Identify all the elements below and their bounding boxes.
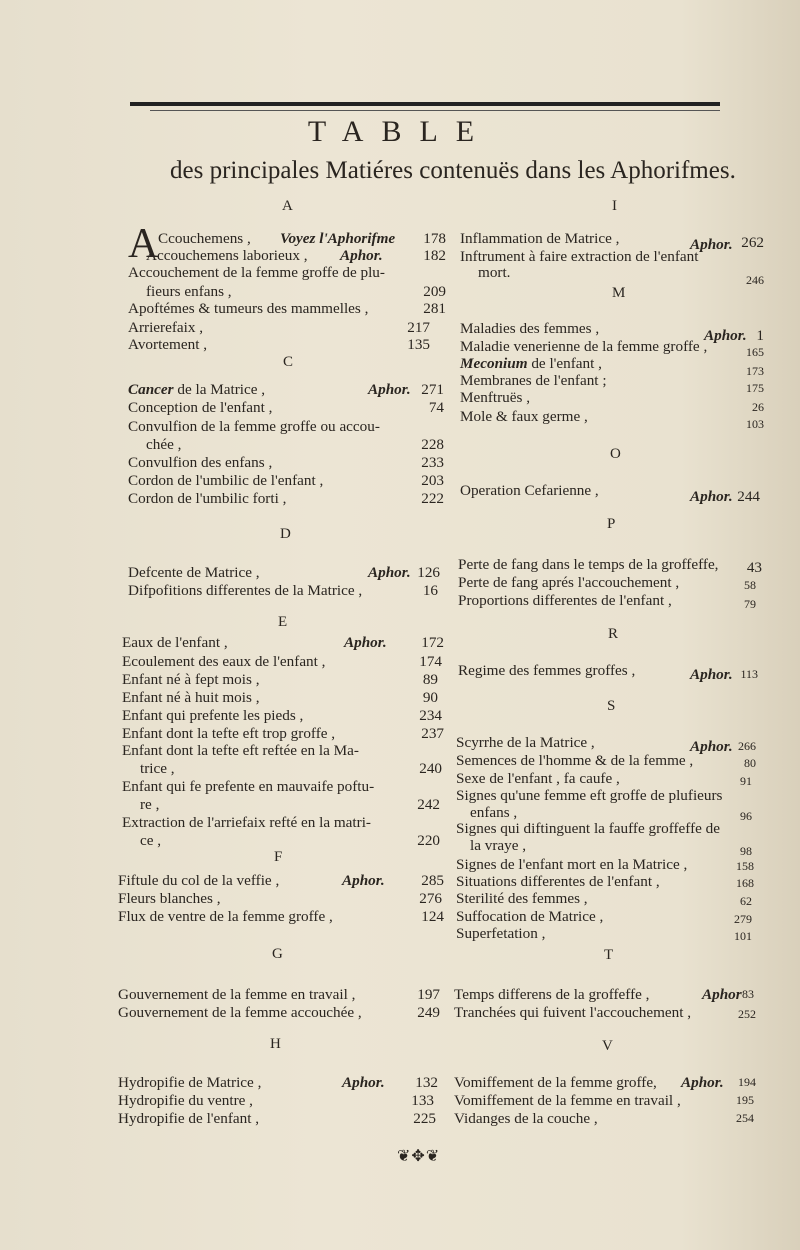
section-letter-p: P bbox=[607, 516, 616, 532]
section-letter-c: C bbox=[283, 354, 294, 370]
page-subtitle: des principales Matiéres contenuës dans les Aphorifmes. bbox=[170, 157, 736, 184]
section-letter-g: G bbox=[272, 946, 283, 962]
section-letter-e: E bbox=[278, 614, 288, 630]
section-letter-v: V bbox=[602, 1038, 613, 1054]
section-letter-a: A bbox=[282, 198, 293, 214]
tailpiece-ornament: ❦✥❦ bbox=[397, 1146, 441, 1165]
top-rule-thin bbox=[150, 110, 720, 111]
section-letter-h: H bbox=[270, 1036, 281, 1052]
section-letter-s: S bbox=[607, 698, 616, 714]
section-letter-t: T bbox=[604, 947, 614, 963]
section-letter-d: D bbox=[280, 526, 291, 542]
drop-cap: A bbox=[128, 221, 159, 267]
section-letter-m: M bbox=[612, 285, 626, 301]
page-title: TABLE bbox=[307, 115, 493, 148]
section-letter-o: O bbox=[610, 446, 621, 462]
section-letter-f: F bbox=[274, 849, 283, 865]
section-letter-r: R bbox=[608, 626, 619, 642]
top-rule bbox=[130, 102, 720, 106]
section-letter-i: I bbox=[612, 198, 617, 214]
book-page: TABLE des principales Matiéres contenuës dans les Aphorifmes. A A Ccouchemens , Voyez l'Aphorifme 178 Accouchemens laborieux , Aphor. 182 Accouchement de la femme groffe de plu- fieurs enfans , 209 Apoftémes & tumeurs des mammelles , 281 Arrierefaix , 217 Avortement , 135 C Cancer de la Matrice , Aphor. 271 Conception de l'enfant , 74 Convulfion de la femme groffe ou accou- chée , 228 Convulfion des enfans , 233 Cordon de l'umbilic de l'enfant , 203 Cordon de l'umbilic forti , 222 D Defcente de Matrice , Aphor. 126 Difpofitions differentes de la Matrice , 16 E Eaux de l'enfant , Aphor. 172 Ecoulement des eaux de l'enfant , 174 Enfant né à fept mois , 89 Enfant né à huit mois , 90 Enfant qui prefente les pieds , 234 Enfant dont la tefte eft trop groffe , 237 Enfant dont la tefte eft reftée en la Ma- trice , 240 Enfant qui fe prefente en mauvaife poftu- re , 242 Extraction de l'arriefaix refté en la matri- ce , 220 F Fiftule du col de la veffie , Aphor. 285 Fleurs blanches , 276 Flux de ventre de la femme groffe , 124 G Gouvernement de la femme en travail , 197 Gouvernement de la femme accouchée , 249 H Hydropifie de Matrice , Aphor. 132 Hydropifie du ventre , 133 Hydropifie de l'enfant , 225 I Inflammation de Matrice , Aphor. 262 Inftrument à faire extraction de l'enfant mort. 246 M Maladies des femmes , Aphor. 1 Maladie venerienne de la femme groffe , 165 Meconium de l'enfant , 173 Membranes de l'enfant ; 175 Menftruës , 26 Mole & faux germe , 103 O Operation Cefarienne , Aphor. 244 P Perte de fang dans le temps de la groffeffe, 43 Perte de fang aprés l'accouchement , 58 Proportions differentes de l'enfant , 79 R Regime des femmes groffes , Aphor. 113 S Scyrrhe de la Matrice , Aphor. 266 Semences de l'homme & de la femme , 80 Sexe de l'enfant , fa caufe , 91 Signes qu'une femme eft groffe de plufieurs enfans , 96 Signes qui diftinguent la fauffe groffeffe de la vraye , 98 Signes de l'enfant mort en la Matrice , 158 Situations differentes de l'enfant , 168 Sterilité des femmes , 62 Suffocation de Matrice , 279 Superfetation , 101 T Temps differens de la groffeffe , Aphor 83 Tranchées qui fuivent l'accouchement , 252 V Vomiffement de la femme groffe, Aphor. 194 Vomiffement de la femme en travail , 195 Vidanges de la couche , 254 ❦✥❦ bbox=[0, 0, 800, 1250]
